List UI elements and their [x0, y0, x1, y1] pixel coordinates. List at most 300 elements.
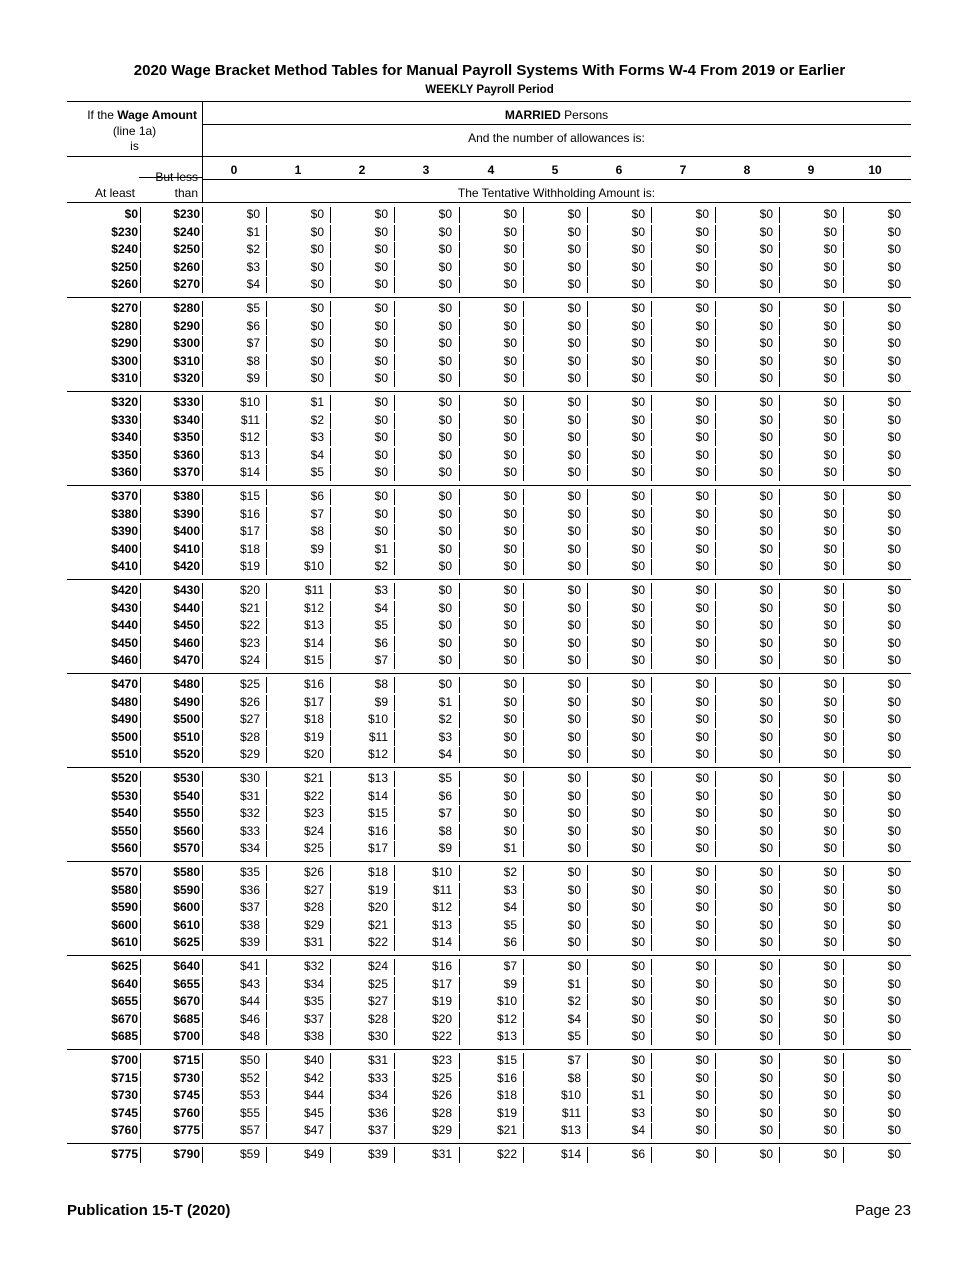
withholding-cell-3: $10 [431, 865, 452, 879]
withholding-cell-5: $0 [567, 336, 581, 350]
withholding-cell-6: $0 [631, 542, 645, 556]
at-least-cell: $640 [111, 977, 138, 991]
but-less-than-cell: $480 [173, 677, 200, 691]
column-divider [523, 841, 524, 857]
column-divider [715, 806, 716, 822]
but-less-than-cell: $715 [173, 1053, 200, 1067]
column-divider [651, 712, 652, 728]
withholding-cell-10: $0 [887, 1053, 901, 1067]
withholding-cell-0: $16 [239, 507, 260, 521]
column-divider [843, 618, 844, 634]
withholding-cell-8: $0 [759, 354, 773, 368]
column-divider [523, 806, 524, 822]
withholding-cell-6: $0 [631, 806, 645, 820]
column-divider [266, 242, 267, 258]
withholding-cell-1: $0 [310, 242, 324, 256]
withholding-cell-1: $6 [310, 489, 324, 503]
withholding-cell-3: $0 [438, 395, 452, 409]
table-row [67, 1088, 911, 1105]
withholding-cell-8: $0 [759, 336, 773, 350]
at-least-cell: $400 [111, 542, 138, 556]
withholding-cell-5: $0 [567, 695, 581, 709]
withholding-cell-10: $0 [887, 395, 901, 409]
withholding-cell-9: $0 [823, 260, 837, 274]
but-less-underline [139, 177, 202, 178]
at-least-cell: $320 [111, 395, 138, 409]
withholding-cell-5: $0 [567, 918, 581, 932]
withholding-cell-6: $0 [631, 771, 645, 785]
withholding-cell-6: $0 [631, 601, 645, 615]
withholding-cell-1: $34 [303, 977, 324, 991]
column-divider [715, 1029, 716, 1045]
withholding-cell-5: $0 [567, 413, 581, 427]
column-divider [459, 1029, 460, 1045]
column-divider [459, 413, 460, 429]
withholding-cell-8: $0 [759, 918, 773, 932]
column-divider [651, 1088, 652, 1104]
withholding-cell-10: $0 [887, 677, 901, 691]
column-divider [266, 653, 267, 669]
withholding-cell-10: $0 [887, 1106, 901, 1120]
withholding-cell-8: $0 [759, 277, 773, 291]
withholding-cell-1: $21 [303, 771, 324, 785]
column-divider [651, 319, 652, 335]
column-divider [202, 712, 203, 728]
column-divider [843, 225, 844, 241]
column-divider [202, 524, 203, 540]
withholding-cell-7: $0 [695, 977, 709, 991]
column-divider [266, 1123, 267, 1139]
column-divider [715, 277, 716, 293]
withholding-cell-0: $36 [239, 883, 260, 897]
column-divider [459, 601, 460, 617]
withholding-cell-4: $0 [503, 583, 517, 597]
column-divider [394, 918, 395, 934]
withholding-cell-0: $39 [239, 935, 260, 949]
column-divider [587, 935, 588, 951]
column-divider [202, 301, 203, 317]
column-divider [202, 542, 203, 558]
withholding-cell-4: $2 [503, 865, 517, 879]
column-divider [651, 583, 652, 599]
withholding-cell-4: $0 [503, 260, 517, 274]
column-divider [330, 1071, 331, 1087]
table-row [67, 636, 911, 653]
column-divider [587, 1147, 588, 1163]
table-row [67, 1012, 911, 1029]
column-divider [843, 900, 844, 916]
withholding-cell-10: $0 [887, 371, 901, 385]
column-divider [459, 618, 460, 634]
column-divider [394, 653, 395, 669]
withholding-cell-8: $0 [759, 695, 773, 709]
withholding-cell-1: $0 [310, 301, 324, 315]
withholding-cell-2: $0 [374, 319, 388, 333]
column-divider [523, 465, 524, 481]
withholding-cell-6: $0 [631, 900, 645, 914]
withholding-cell-0: $53 [239, 1088, 260, 1102]
withholding-cell-6: $0 [631, 636, 645, 650]
withholding-cell-0: $31 [239, 789, 260, 803]
column-divider [266, 413, 267, 429]
column-divider [651, 730, 652, 746]
withholding-cell-1: $44 [303, 1088, 324, 1102]
withholding-cell-7: $0 [695, 507, 709, 521]
withholding-cell-10: $0 [887, 1147, 901, 1161]
column-divider [266, 900, 267, 916]
withholding-cell-7: $0 [695, 789, 709, 803]
column-divider [651, 883, 652, 899]
withholding-cell-5: $0 [567, 747, 581, 761]
withholding-cell-4: $0 [503, 524, 517, 538]
column-divider [715, 883, 716, 899]
column-divider [330, 747, 331, 763]
column-divider [202, 1123, 203, 1139]
withholding-cell-5: $0 [567, 959, 581, 973]
column-divider [140, 413, 141, 429]
column-divider [459, 1053, 460, 1069]
column-divider [779, 1071, 780, 1087]
column-divider [266, 430, 267, 446]
withholding-cell-2: $3 [374, 583, 388, 597]
withholding-cell-8: $0 [759, 824, 773, 838]
withholding-cell-3: $0 [438, 559, 452, 573]
column-divider [779, 489, 780, 505]
column-divider [523, 653, 524, 669]
column-divider [843, 583, 844, 599]
column-divider [459, 260, 460, 276]
withholding-cell-3: $25 [431, 1071, 452, 1085]
withholding-cell-2: $0 [374, 465, 388, 479]
withholding-cell-4: $0 [503, 542, 517, 556]
withholding-cell-9: $0 [823, 994, 837, 1008]
column-divider [394, 841, 395, 857]
column-divider [587, 395, 588, 411]
at-least-cell: $300 [111, 354, 138, 368]
column-divider [202, 395, 203, 411]
withholding-cell-4: $0 [503, 242, 517, 256]
withholding-cell-4: $0 [503, 336, 517, 350]
table-row [67, 977, 911, 994]
column-divider [715, 935, 716, 951]
column-divider [140, 935, 141, 951]
column-divider [779, 260, 780, 276]
column-divider [779, 395, 780, 411]
column-divider [523, 695, 524, 711]
withholding-cell-6: $0 [631, 653, 645, 667]
table-row [67, 448, 911, 465]
group-separator [67, 861, 911, 862]
column-divider [651, 771, 652, 787]
at-least-cell: $230 [111, 225, 138, 239]
allowance-column-7: 7 [679, 163, 687, 177]
withholding-cell-3: $0 [438, 653, 452, 667]
column-divider [523, 448, 524, 464]
withholding-cell-3: $19 [431, 994, 452, 1008]
column-divider [202, 336, 203, 352]
but-less-than-cell: $460 [173, 636, 200, 650]
withholding-cell-9: $0 [823, 225, 837, 239]
column-divider [140, 653, 141, 669]
withholding-cell-1: $0 [310, 277, 324, 291]
column-divider [843, 507, 844, 523]
withholding-cell-6: $6 [631, 1147, 645, 1161]
column-divider [202, 1029, 203, 1045]
column-divider [587, 583, 588, 599]
withholding-cell-2: $13 [367, 771, 388, 785]
column-divider [779, 789, 780, 805]
withholding-cell-3: $0 [438, 430, 452, 444]
withholding-cell-10: $0 [887, 1123, 901, 1137]
but-less-than-cell: $570 [173, 841, 200, 855]
at-least-cell: $410 [111, 559, 138, 573]
column-divider [202, 583, 203, 599]
but-less-than-cell: $510 [173, 730, 200, 744]
withholding-cell-2: $12 [367, 747, 388, 761]
column-divider [843, 841, 844, 857]
table-row [67, 1029, 911, 1046]
column-divider [394, 977, 395, 993]
at-least-cell: $700 [111, 1053, 138, 1067]
but-less-than-cell: $290 [173, 319, 200, 333]
withholding-cell-3: $0 [438, 465, 452, 479]
column-divider [394, 207, 395, 223]
withholding-cell-9: $0 [823, 1147, 837, 1161]
allowances-label: And the number of allowances is: [468, 131, 645, 145]
column-divider [459, 225, 460, 241]
withholding-cell-0: $46 [239, 1012, 260, 1026]
column-divider [202, 1012, 203, 1028]
withholding-cell-8: $0 [759, 242, 773, 256]
withholding-cell-5: $0 [567, 583, 581, 597]
at-least-cell: $530 [111, 789, 138, 803]
column-divider [523, 994, 524, 1010]
withholding-cell-9: $0 [823, 771, 837, 785]
withholding-cell-8: $0 [759, 430, 773, 444]
column-divider [330, 277, 331, 293]
at-least-cell: $280 [111, 319, 138, 333]
withholding-cell-5: $0 [567, 935, 581, 949]
withholding-cell-10: $0 [887, 959, 901, 973]
column-divider [202, 883, 203, 899]
withholding-cell-7: $0 [695, 301, 709, 315]
column-divider [140, 371, 141, 387]
column-divider [459, 583, 460, 599]
column-divider [715, 977, 716, 993]
withholding-cell-2: $10 [367, 712, 388, 726]
allowance-column-0: 0 [230, 163, 238, 177]
column-divider [140, 583, 141, 599]
column-divider [587, 730, 588, 746]
column-divider [459, 354, 460, 370]
withholding-cell-0: $32 [239, 806, 260, 820]
withholding-cell-1: $40 [303, 1053, 324, 1067]
column-divider [651, 542, 652, 558]
column-divider [394, 712, 395, 728]
column-divider [140, 1088, 141, 1104]
withholding-cell-10: $0 [887, 994, 901, 1008]
column-divider [394, 559, 395, 575]
column-divider [140, 301, 141, 317]
withholding-cell-2: $7 [374, 653, 388, 667]
withholding-cell-0: $37 [239, 900, 260, 914]
withholding-cell-4: $0 [503, 354, 517, 368]
but-less-than-cell: $550 [173, 806, 200, 820]
column-divider [140, 601, 141, 617]
column-divider [459, 900, 460, 916]
withholding-cell-10: $0 [887, 771, 901, 785]
withholding-cell-8: $0 [759, 730, 773, 744]
withholding-cell-7: $0 [695, 583, 709, 597]
withholding-cell-9: $0 [823, 507, 837, 521]
column-divider [587, 448, 588, 464]
column-divider [651, 824, 652, 840]
column-divider [843, 994, 844, 1010]
withholding-cell-8: $0 [759, 583, 773, 597]
column-divider [266, 465, 267, 481]
table-row [67, 242, 911, 259]
withholding-cell-6: $0 [631, 301, 645, 315]
column-divider [394, 448, 395, 464]
withholding-cell-6: $0 [631, 977, 645, 991]
column-divider [202, 789, 203, 805]
column-divider [651, 1123, 652, 1139]
column-divider [202, 242, 203, 258]
column-divider [459, 977, 460, 993]
withholding-cell-7: $0 [695, 489, 709, 503]
column-divider [459, 336, 460, 352]
withholding-cell-10: $0 [887, 583, 901, 597]
withholding-cell-7: $0 [695, 395, 709, 409]
withholding-cell-4: $0 [503, 747, 517, 761]
table-row [67, 524, 911, 541]
but-less-than-cell: $270 [173, 277, 200, 291]
column-divider [715, 354, 716, 370]
withholding-cell-4: $0 [503, 653, 517, 667]
column-divider [715, 207, 716, 223]
withholding-cell-8: $0 [759, 994, 773, 1008]
table-row [67, 260, 911, 277]
withholding-cell-10: $0 [887, 712, 901, 726]
column-divider [330, 1029, 331, 1045]
withholding-cell-8: $0 [759, 524, 773, 538]
withholding-cell-8: $0 [759, 507, 773, 521]
withholding-cell-5: $0 [567, 824, 581, 838]
column-divider [140, 225, 141, 241]
column-divider [202, 601, 203, 617]
table-row [67, 841, 911, 858]
withholding-cell-2: $0 [374, 207, 388, 221]
column-divider [140, 900, 141, 916]
column-divider [140, 507, 141, 523]
column-divider [394, 601, 395, 617]
column-divider [459, 824, 460, 840]
but-less-than-cell: $600 [173, 900, 200, 914]
withholding-cell-6: $0 [631, 935, 645, 949]
withholding-cell-7: $0 [695, 712, 709, 726]
column-divider [140, 959, 141, 975]
withholding-cell-4: $0 [503, 301, 517, 315]
column-divider [779, 918, 780, 934]
withholding-cell-4: $13 [496, 1029, 517, 1043]
column-divider [651, 601, 652, 617]
column-divider [587, 636, 588, 652]
withholding-cell-7: $0 [695, 319, 709, 333]
column-divider [843, 277, 844, 293]
withholding-cell-10: $0 [887, 277, 901, 291]
withholding-cell-7: $0 [695, 806, 709, 820]
column-divider [459, 430, 460, 446]
withholding-cell-2: $11 [368, 730, 388, 744]
withholding-cell-1: $1 [310, 395, 324, 409]
withholding-cell-4: $12 [496, 1012, 517, 1026]
column-divider [651, 448, 652, 464]
column-divider [202, 771, 203, 787]
withholding-cell-8: $0 [759, 1106, 773, 1120]
withholding-cell-2: $15 [367, 806, 388, 820]
withholding-cell-4: $0 [503, 448, 517, 462]
column-divider [715, 636, 716, 652]
withholding-cell-3: $16 [431, 959, 452, 973]
column-divider [779, 712, 780, 728]
column-divider [651, 618, 652, 634]
column-divider [394, 301, 395, 317]
withholding-cell-6: $0 [631, 242, 645, 256]
withholding-cell-0: $28 [239, 730, 260, 744]
column-divider [715, 430, 716, 446]
column-divider [715, 1106, 716, 1122]
column-divider [651, 747, 652, 763]
column-divider [140, 824, 141, 840]
withholding-cell-0: $10 [239, 395, 260, 409]
table-row [67, 1106, 911, 1123]
column-divider [587, 1088, 588, 1104]
column-divider [140, 1071, 141, 1087]
at-least-cell: $380 [111, 507, 138, 521]
table-row [67, 959, 911, 976]
table-row [67, 824, 911, 841]
withholding-cell-0: $13 [239, 448, 260, 462]
column-divider [779, 524, 780, 540]
withholding-cell-8: $0 [759, 395, 773, 409]
column-divider [394, 771, 395, 787]
withholding-cell-8: $0 [759, 301, 773, 315]
column-divider [140, 677, 141, 693]
column-divider [140, 1029, 141, 1045]
column-divider [779, 559, 780, 575]
withholding-cell-3: $23 [431, 1053, 452, 1067]
column-divider [394, 225, 395, 241]
withholding-cell-5: $0 [567, 618, 581, 632]
table-row [67, 730, 911, 747]
withholding-cell-9: $0 [823, 883, 837, 897]
column-divider [651, 841, 652, 857]
withholding-cell-9: $0 [823, 918, 837, 932]
column-divider [330, 1123, 331, 1139]
withholding-cell-4: $0 [503, 712, 517, 726]
column-divider [330, 1012, 331, 1028]
withholding-cell-8: $0 [759, 677, 773, 691]
withholding-cell-6: $0 [631, 336, 645, 350]
column-divider [715, 559, 716, 575]
withholding-cell-5: $0 [567, 806, 581, 820]
column-divider [779, 465, 780, 481]
withholding-cell-4: $19 [496, 1106, 517, 1120]
withholding-cell-10: $0 [887, 354, 901, 368]
column-divider [140, 865, 141, 881]
column-divider [587, 994, 588, 1010]
withholding-cell-10: $0 [887, 559, 901, 573]
